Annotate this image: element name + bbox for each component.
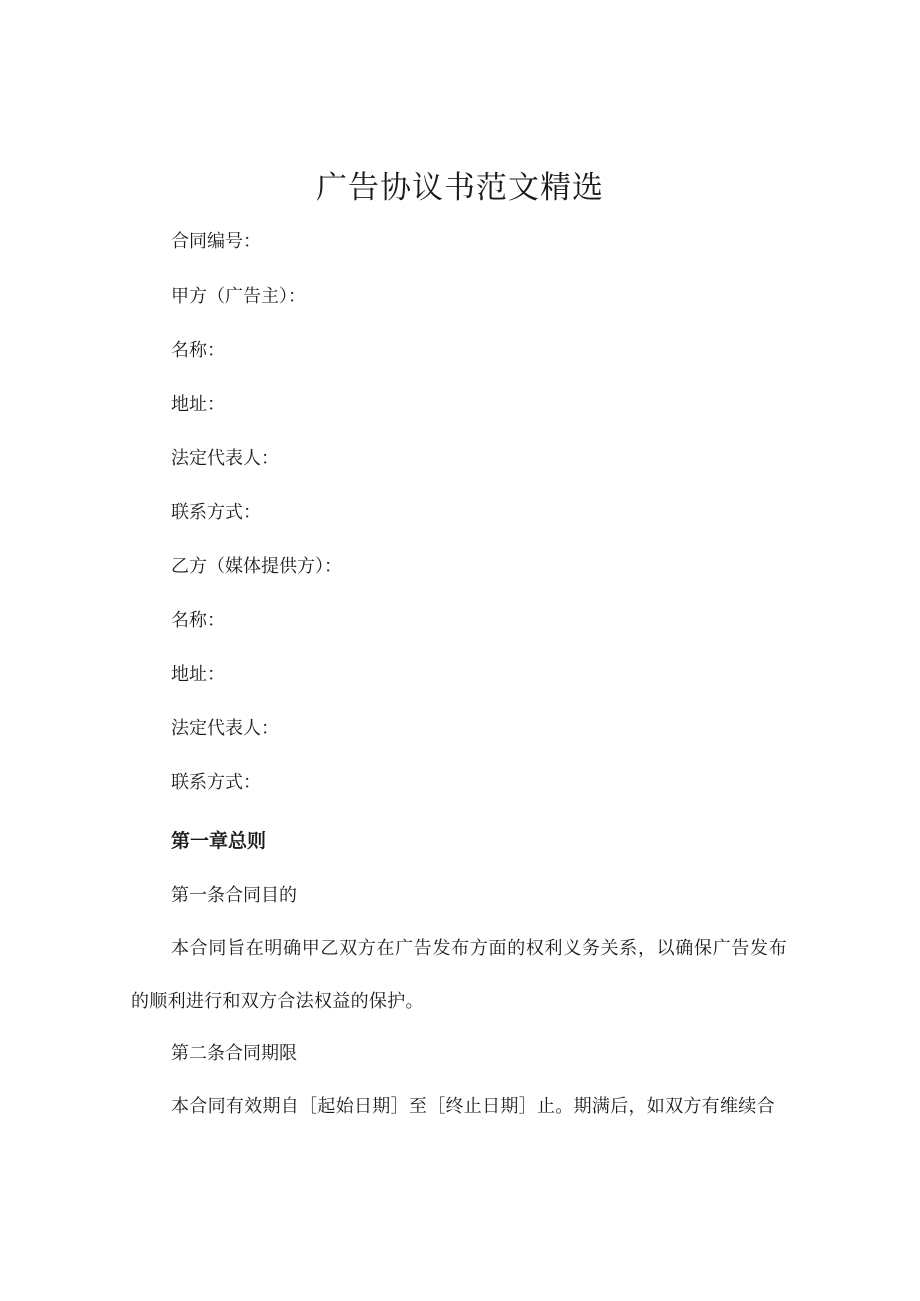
chapter-1-heading: 第一章总则: [171, 830, 267, 852]
article-1-heading: 第一条合同目的: [171, 885, 297, 906]
party-b-address-label: 地址：: [171, 664, 225, 685]
party-a-heading: 甲方（广告主）：: [171, 286, 306, 307]
document-title: 广告协议书范文精选: [316, 170, 604, 206]
party-b-contact-label: 联系方式：: [171, 772, 261, 793]
party-b-representative-label: 法定代表人：: [171, 718, 279, 739]
party-a-representative-label: 法定代表人：: [171, 448, 279, 469]
contract-number-label: 合同编号：: [171, 231, 261, 252]
party-b-heading: 乙方（媒体提供方）：: [171, 556, 342, 577]
article-2-heading: 第二条合同期限: [171, 1043, 297, 1064]
party-a-contact-label: 联系方式：: [171, 502, 261, 523]
party-a-address-label: 地址：: [171, 394, 225, 415]
article-2-body: 本合同有效期自［起始日期］至［终止日期］止。期满后，如双方有维续合: [171, 1096, 775, 1117]
party-b-name-label: 名称：: [171, 610, 225, 631]
party-a-name-label: 名称：: [171, 340, 225, 361]
article-1-body: 本合同旨在明确甲乙双方在广告发布方面的权利义务关系，以确保广告发布的顺利进行和双方合法权益的保护。: [131, 938, 787, 1012]
